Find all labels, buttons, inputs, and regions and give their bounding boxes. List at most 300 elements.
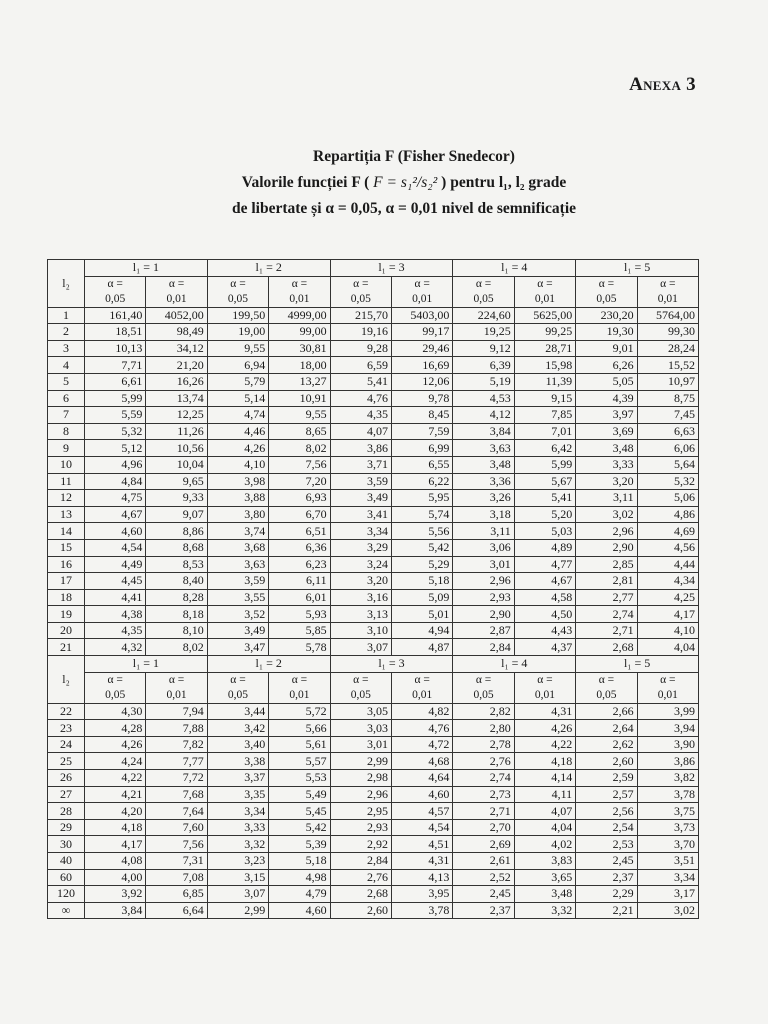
table-cell: 4,37 (514, 639, 575, 656)
table-cell: 6,55 (391, 456, 452, 473)
table-cell: 9,07 (146, 506, 207, 523)
alpha-header: α = 0,05 (207, 672, 268, 703)
table-cell: 4,64 (391, 770, 452, 787)
table-cell: 3,44 (207, 703, 268, 720)
row-label-l2: 11 (48, 473, 85, 490)
table-cell: 2,68 (576, 639, 637, 656)
table-cell: 5,59 (85, 407, 146, 424)
table-cell: 4,28 (85, 720, 146, 737)
table-cell: 7,56 (146, 836, 207, 853)
table-cell: 99,00 (269, 324, 330, 341)
row-label-l2: 25 (48, 753, 85, 770)
table-cell: 3,86 (637, 753, 698, 770)
table-cell: 5,72 (269, 703, 330, 720)
annex-label: Anexa 3 (629, 74, 696, 95)
row-label-l2: 2 (48, 324, 85, 341)
table-cell: 8,02 (269, 440, 330, 457)
table-cell: 8,75 (637, 390, 698, 407)
table-cell: 2,56 (576, 803, 637, 820)
table-cell: 4,45 (85, 573, 146, 590)
row-label-l2: 27 (48, 786, 85, 803)
title-block (0, 144, 768, 222)
table-cell: 2,96 (576, 523, 637, 540)
table-cell: 2,52 (453, 869, 514, 886)
table-cell: 3,02 (576, 506, 637, 523)
table-cell: 2,84 (330, 853, 391, 870)
table-row (48, 357, 699, 374)
table-cell: 3,05 (330, 703, 391, 720)
table-cell: 7,45 (637, 407, 698, 424)
table-cell: 4,14 (514, 770, 575, 787)
table-cell: 4,86 (637, 506, 698, 523)
table-cell: 6,63 (637, 423, 698, 440)
group-header: l₁ = 1 (85, 260, 208, 277)
row-label-l2: 3 (48, 340, 85, 357)
table-cell: 4,77 (514, 556, 575, 573)
table-cell: 4,31 (391, 853, 452, 870)
table-cell: 2,76 (330, 869, 391, 886)
alpha-header: α = 0,05 (576, 276, 637, 307)
table-row (48, 853, 699, 870)
table-cell: 34,12 (146, 340, 207, 357)
table-row (48, 373, 699, 390)
table-cell: 5,64 (637, 456, 698, 473)
table-cell: 4,20 (85, 803, 146, 820)
table-row (48, 390, 699, 407)
table-cell: 2,64 (576, 720, 637, 737)
table-cell: 2,93 (453, 589, 514, 606)
table-cell: 5,18 (269, 853, 330, 870)
table-cell: 4,17 (637, 606, 698, 623)
table-cell: 10,56 (146, 440, 207, 457)
table-cell: 4,26 (514, 720, 575, 737)
f-formula: F = s₁²/s₂² (373, 174, 438, 191)
header-row-groups (48, 260, 699, 277)
table-cell: 5,85 (269, 622, 330, 639)
table-cell: 2,59 (576, 770, 637, 787)
table-cell: 4,68 (391, 753, 452, 770)
table-row (48, 869, 699, 886)
table-cell: 19,16 (330, 324, 391, 341)
table-cell: 10,91 (269, 390, 330, 407)
table-cell: 16,69 (391, 357, 452, 374)
table-cell: 4,58 (514, 589, 575, 606)
table-cell: 10,97 (637, 373, 698, 390)
table-row (48, 753, 699, 770)
table-cell: 7,82 (146, 736, 207, 753)
table-row (48, 639, 699, 656)
table-cell: 4,17 (85, 836, 146, 853)
alpha-header: α = 0,01 (146, 276, 207, 307)
table-cell: 2,85 (576, 556, 637, 573)
table-cell: 4052,00 (146, 307, 207, 324)
row-label-l2: 6 (48, 390, 85, 407)
title-line-3: de libertate și α = 0,05, α = 0,01 nivel de semnificație (231, 200, 577, 217)
table-cell: 6,26 (576, 357, 637, 374)
table-row (48, 886, 699, 903)
table-cell: 3,11 (453, 523, 514, 540)
table-row (48, 340, 699, 357)
table-cell: 6,23 (269, 556, 330, 573)
table-cell: 11,26 (146, 423, 207, 440)
table-row (48, 440, 699, 457)
table-cell: 3,78 (391, 902, 452, 919)
table-cell: 2,76 (453, 753, 514, 770)
table-cell: 3,01 (330, 736, 391, 753)
table-cell: 19,30 (576, 324, 637, 341)
table-cell: 5,61 (269, 736, 330, 753)
table-cell: 3,37 (207, 770, 268, 787)
row-label-l2: 21 (48, 639, 85, 656)
table-cell: 5,39 (269, 836, 330, 853)
row-label-l2: 26 (48, 770, 85, 787)
table-cell: 4,07 (514, 803, 575, 820)
table-cell: 4,08 (85, 853, 146, 870)
row-header-l2: l₂ (48, 656, 85, 704)
table-cell: 4,07 (330, 423, 391, 440)
table-cell: 3,33 (576, 456, 637, 473)
table-cell: 4,44 (637, 556, 698, 573)
table-cell: 8,45 (391, 407, 452, 424)
table-cell: 4,22 (514, 736, 575, 753)
table-cell: 4,34 (637, 573, 698, 590)
table-cell: 3,36 (453, 473, 514, 490)
row-label-l2: 8 (48, 423, 85, 440)
row-label-l2: 9 (48, 440, 85, 457)
table-cell: 7,68 (146, 786, 207, 803)
table-cell: 3,38 (207, 753, 268, 770)
table-cell: 2,80 (453, 720, 514, 737)
table-cell: 99,30 (637, 324, 698, 341)
table-cell: 6,61 (85, 373, 146, 390)
table-cell: 5625,00 (514, 307, 575, 324)
alpha-header: α = 0,05 (576, 672, 637, 703)
table-row (48, 622, 699, 639)
table-cell: 3,18 (453, 506, 514, 523)
table-cell: 3,35 (207, 786, 268, 803)
table-cell: 3,01 (453, 556, 514, 573)
table-cell: 98,49 (146, 324, 207, 341)
table-cell: 3,23 (207, 853, 268, 870)
group-header: l₁ = 5 (576, 656, 699, 673)
row-label-l2: 29 (48, 819, 85, 836)
table-cell: 5,56 (391, 523, 452, 540)
table-cell: 7,77 (146, 753, 207, 770)
table-cell: 3,26 (453, 490, 514, 507)
table-cell: 3,16 (330, 589, 391, 606)
table-cell: 3,02 (637, 902, 698, 919)
table-cell: 4,04 (514, 819, 575, 836)
table-cell: 4999,00 (269, 307, 330, 324)
table-cell: 8,18 (146, 606, 207, 623)
table-cell: 5,41 (514, 490, 575, 507)
table-cell: 9,55 (207, 340, 268, 357)
group-header: l₁ = 2 (207, 260, 330, 277)
alpha-header: α = 0,01 (637, 276, 698, 307)
table-cell: 3,13 (330, 606, 391, 623)
table-cell: 2,90 (453, 606, 514, 623)
table-cell: 4,38 (85, 606, 146, 623)
table-cell: 3,20 (576, 473, 637, 490)
table-cell: 99,25 (514, 324, 575, 341)
table-cell: 7,56 (269, 456, 330, 473)
table-cell: 6,06 (637, 440, 698, 457)
table-cell: 3,47 (207, 639, 268, 656)
table-row (48, 736, 699, 753)
table-cell: 12,06 (391, 373, 452, 390)
table-cell: 4,35 (330, 407, 391, 424)
table-row (48, 506, 699, 523)
table-cell: 4,53 (453, 390, 514, 407)
table-cell: 8,02 (146, 639, 207, 656)
table-cell: 3,34 (637, 869, 698, 886)
table-cell: 4,79 (269, 886, 330, 903)
table-cell: 3,10 (330, 622, 391, 639)
table-cell: 4,22 (85, 770, 146, 787)
table-cell: 3,73 (637, 819, 698, 836)
table-cell: 3,65 (514, 869, 575, 886)
table-cell: 4,98 (269, 869, 330, 886)
table-cell: 7,71 (85, 357, 146, 374)
table-cell: 29,46 (391, 340, 452, 357)
table-cell: 5,99 (85, 390, 146, 407)
table-cell: 6,22 (391, 473, 452, 490)
table-cell: 8,86 (146, 523, 207, 540)
table-cell: 2,74 (453, 770, 514, 787)
table-cell: 3,11 (576, 490, 637, 507)
table-cell: 3,29 (330, 539, 391, 556)
table-cell: 3,63 (453, 440, 514, 457)
table-cell: 5,03 (514, 523, 575, 540)
table-cell: 8,10 (146, 622, 207, 639)
table-cell: 5,14 (207, 390, 268, 407)
table-cell: 7,60 (146, 819, 207, 836)
table-cell: 8,28 (146, 589, 207, 606)
table-cell: 9,15 (514, 390, 575, 407)
table-cell: 4,54 (391, 819, 452, 836)
table-cell: 4,67 (514, 573, 575, 590)
table-row (48, 573, 699, 590)
table-cell: 7,72 (146, 770, 207, 787)
table-cell: 7,20 (269, 473, 330, 490)
table-cell: 6,39 (453, 357, 514, 374)
table-cell: 4,82 (391, 703, 452, 720)
table-cell: 3,40 (207, 736, 268, 753)
alpha-header: α = 0,05 (85, 672, 146, 703)
table-cell: 4,32 (85, 639, 146, 656)
table-cell: 3,49 (330, 490, 391, 507)
table-cell: 4,41 (85, 589, 146, 606)
table-cell: 7,31 (146, 853, 207, 870)
table-cell: 4,67 (85, 506, 146, 523)
table-cell: 6,36 (269, 539, 330, 556)
table-cell: 5,53 (269, 770, 330, 787)
alpha-header: α = 0,01 (391, 276, 452, 307)
table-cell: 5,05 (576, 373, 637, 390)
table-row (48, 473, 699, 490)
alpha-header: α = 0,01 (269, 276, 330, 307)
table-cell: 4,54 (85, 539, 146, 556)
table-cell: 99,17 (391, 324, 452, 341)
table-row (48, 803, 699, 820)
alpha-header: α = 0,05 (330, 672, 391, 703)
row-label-l2: 14 (48, 523, 85, 540)
table-cell: 4,30 (85, 703, 146, 720)
group-header: l₁ = 4 (453, 656, 576, 673)
row-label-l2: 13 (48, 506, 85, 523)
table-cell: 8,68 (146, 539, 207, 556)
title-line-2 (40, 170, 768, 196)
table-row (48, 720, 699, 737)
table-cell: 7,85 (514, 407, 575, 424)
table-cell: 11,39 (514, 373, 575, 390)
table-cell: 6,51 (269, 523, 330, 540)
row-label-l2: 19 (48, 606, 85, 623)
table-cell: 7,08 (146, 869, 207, 886)
table-cell: 4,96 (85, 456, 146, 473)
table-cell: 4,56 (637, 539, 698, 556)
table-cell: 4,72 (391, 736, 452, 753)
table-cell: 4,57 (391, 803, 452, 820)
table-cell: 2,37 (453, 902, 514, 919)
table-cell: 3,83 (514, 853, 575, 870)
table-cell: 28,71 (514, 340, 575, 357)
table-cell: 3,03 (330, 720, 391, 737)
table-cell: 3,75 (637, 803, 698, 820)
row-label-l2: 60 (48, 869, 85, 886)
row-label-l2: 12 (48, 490, 85, 507)
table-cell: 4,25 (637, 589, 698, 606)
group-header: l₁ = 2 (207, 656, 330, 673)
table-cell: 4,02 (514, 836, 575, 853)
table-cell: 10,04 (146, 456, 207, 473)
table-cell: 2,70 (453, 819, 514, 836)
table-cell: 4,87 (391, 639, 452, 656)
table-cell: 4,49 (85, 556, 146, 573)
table-cell: 3,52 (207, 606, 268, 623)
table-cell: 6,85 (146, 886, 207, 903)
table-row (48, 324, 699, 341)
table-cell: 2,99 (330, 753, 391, 770)
table-cell: 4,26 (85, 736, 146, 753)
table-cell: 2,54 (576, 819, 637, 836)
table-cell: 4,75 (85, 490, 146, 507)
table-cell: 2,96 (453, 573, 514, 590)
table-cell: 19,25 (453, 324, 514, 341)
group-header: l₁ = 1 (85, 656, 208, 673)
table-cell: 2,82 (453, 703, 514, 720)
table-cell: 3,71 (330, 456, 391, 473)
table-row (48, 770, 699, 787)
table-cell: 2,77 (576, 589, 637, 606)
table-row (48, 836, 699, 853)
table-cell: 2,92 (330, 836, 391, 853)
table-cell: 16,26 (146, 373, 207, 390)
table-cell: 4,60 (85, 523, 146, 540)
table-cell: 5,99 (514, 456, 575, 473)
table-cell: 3,84 (85, 902, 146, 919)
table-cell: 7,64 (146, 803, 207, 820)
table-cell: 215,70 (330, 307, 391, 324)
table-cell: 5,01 (391, 606, 452, 623)
table-row (48, 307, 699, 324)
table-cell: 15,52 (637, 357, 698, 374)
table-cell: 4,10 (207, 456, 268, 473)
table-cell: 4,00 (85, 869, 146, 886)
table-cell: 3,90 (637, 736, 698, 753)
row-label-l2: 1 (48, 307, 85, 324)
alpha-header: α = 0,01 (637, 672, 698, 703)
table-cell: 21,20 (146, 357, 207, 374)
table-row (48, 539, 699, 556)
table-cell: 4,04 (637, 639, 698, 656)
title-line-1: Repartiția F (Fisher Snedecor) (313, 148, 515, 165)
table-cell: 2,62 (576, 736, 637, 753)
table-cell: 2,61 (453, 853, 514, 870)
table-row (48, 786, 699, 803)
table-cell: 3,98 (207, 473, 268, 490)
table-cell: 5,12 (85, 440, 146, 457)
table-cell: 5,19 (453, 373, 514, 390)
row-label-l2: 20 (48, 622, 85, 639)
table-cell: 9,28 (330, 340, 391, 357)
table-cell: 2,84 (453, 639, 514, 656)
table-cell: 3,92 (85, 886, 146, 903)
table-cell: 4,11 (514, 786, 575, 803)
table-cell: 3,48 (514, 886, 575, 903)
table-row (48, 490, 699, 507)
table-cell: 2,74 (576, 606, 637, 623)
header-row-alpha (48, 672, 699, 703)
table-cell: 2,60 (576, 753, 637, 770)
alpha-header: α = 0,05 (453, 672, 514, 703)
table-cell: 3,48 (453, 456, 514, 473)
title-line-2-prefix: Valorile funcției F ( (241, 174, 370, 191)
table-cell: 2,87 (453, 622, 514, 639)
table-cell: 3,24 (330, 556, 391, 573)
table-cell: 3,97 (576, 407, 637, 424)
table-cell: 2,71 (576, 622, 637, 639)
table-cell: 4,31 (514, 703, 575, 720)
table-cell: 4,60 (391, 786, 452, 803)
table-cell: 3,32 (207, 836, 268, 853)
row-label-l2: 16 (48, 556, 85, 573)
table-row (48, 556, 699, 573)
table-cell: 4,84 (85, 473, 146, 490)
table-cell: 9,33 (146, 490, 207, 507)
table-cell: 3,95 (391, 886, 452, 903)
table-cell: 2,99 (207, 902, 268, 919)
row-label-l2: 10 (48, 456, 85, 473)
table-cell: 6,94 (207, 357, 268, 374)
row-label-l2: 40 (48, 853, 85, 870)
table-cell: 13,74 (146, 390, 207, 407)
table-cell: 2,93 (330, 819, 391, 836)
table-cell: 5,93 (269, 606, 330, 623)
table-cell: 3,55 (207, 589, 268, 606)
table-cell: 2,21 (576, 902, 637, 919)
table-cell: 7,94 (146, 703, 207, 720)
table-cell: 6,42 (514, 440, 575, 457)
table-cell: 5,78 (269, 639, 330, 656)
table-cell: 4,74 (207, 407, 268, 424)
table-cell: 4,89 (514, 539, 575, 556)
table-cell: 9,65 (146, 473, 207, 490)
table-cell: 6,59 (330, 357, 391, 374)
table-cell: 4,43 (514, 622, 575, 639)
table-row (48, 703, 699, 720)
table-cell: 3,06 (453, 539, 514, 556)
